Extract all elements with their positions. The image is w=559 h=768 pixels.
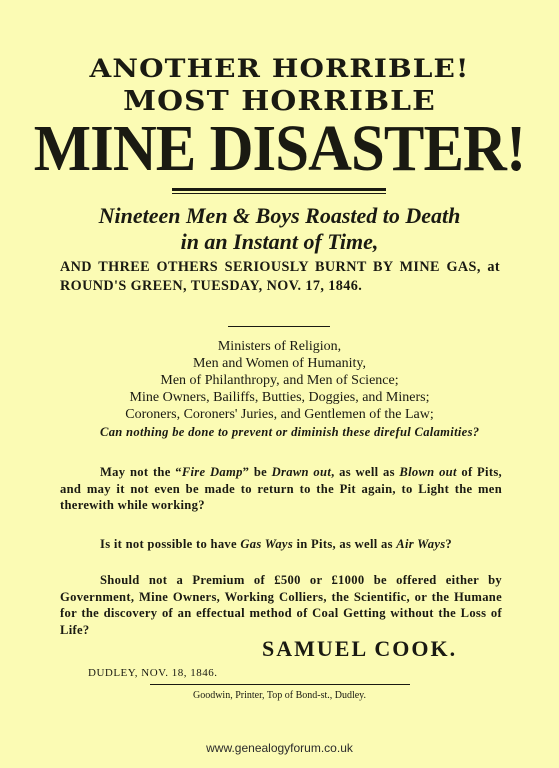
question-2-text: , as well as [331, 465, 400, 479]
watermark-url: www.genealogyforum.co.uk [206, 741, 353, 755]
headline-most-horrible: MOST HORRIBLE [123, 86, 436, 117]
address-line: Coroners, Coroners' Juries, and Gentlemen of the Law; [125, 407, 434, 422]
question-2-text: May not the “ [100, 465, 182, 479]
question-3-text: Is it not possible to have [100, 537, 241, 551]
divider-rule-thin [172, 193, 386, 194]
lead-paragraph: AND THREE OTHERS SERIOUSLY BURNT BY MINE GAS, at ROUND'S GREEN, TUESDAY, NOV. 17, 1846. [60, 259, 500, 294]
address-line: Mine Owners, Bailiffs, Butties, Doggies, and Miners; [129, 390, 430, 405]
question-4-text: Should not a Premium of £500 or £1000 be offered either by Government, Mine Owners, Working Colliers, the Scientific, or the Humane for the discovery of an effectual method of Coal Getting without the Loss of Life? [60, 573, 502, 637]
question-3-text: ? [445, 537, 453, 551]
subheading-line-2: in an Instant of Time, [180, 229, 379, 254]
subheading-line-1: Nineteen Men & Boys Roasted to Death [98, 203, 461, 228]
signature: SAMUEL COOK. [262, 636, 458, 661]
question-1-text: Can nothing be done to prevent or diminish these direful Calamities? [100, 425, 480, 439]
question-2-text: ” be [242, 465, 272, 479]
question-2-emphasis: Fire Damp [181, 465, 243, 479]
question-2-text: of Pits, and may it not even be made to return to the Pit again, to Light the men therewith while working? [60, 465, 502, 513]
address-line: Ministers of Religion, [217, 339, 342, 354]
question-2 [60, 464, 502, 514]
question-1 [60, 424, 502, 441]
question-3-text: in Pits, as well as [293, 537, 397, 551]
question-2-emphasis: Blown out [399, 465, 457, 479]
divider-rule [172, 188, 386, 191]
headline-another-horrible: ANOTHER HORRIBLE! [89, 54, 470, 83]
dateline: DUDLEY, NOV. 18, 1846. [88, 667, 218, 679]
headline-mine-disaster: MINE DISASTER! [33, 112, 526, 185]
address-line: Men and Women of Humanity, [192, 356, 367, 371]
address-line: Men of Philanthropy, and Men of Science; [160, 373, 399, 388]
divider-rule-footer [150, 684, 410, 685]
printer-credit: Goodwin, Printer, Top of Bond-st., Dudley. [192, 690, 367, 701]
divider-rule-short [228, 326, 330, 327]
question-4 [60, 572, 502, 638]
question-3-emphasis: Air Ways [396, 537, 446, 551]
question-2-emphasis: Drawn out [271, 465, 332, 479]
question-3-emphasis: Gas Ways [240, 537, 294, 551]
question-3 [60, 536, 502, 553]
